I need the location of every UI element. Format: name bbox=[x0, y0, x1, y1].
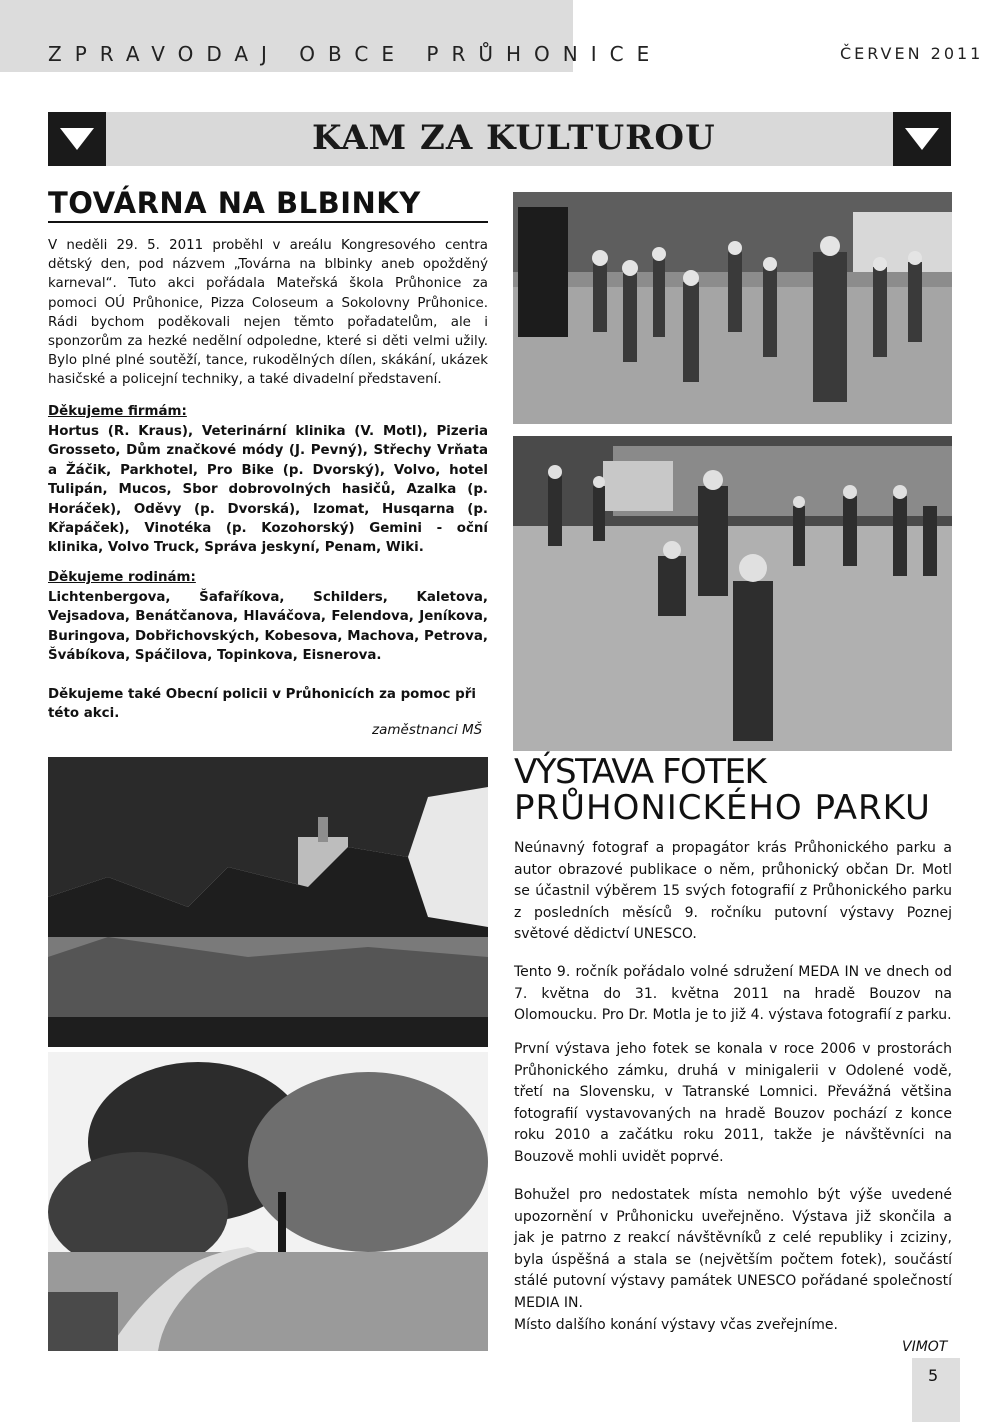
issue-date: ČERVEN 2011 bbox=[840, 44, 983, 63]
exhibition-closing-line: Místo dalšího konání výstavy včas zveřejníme. bbox=[514, 1316, 838, 1333]
exhibition-paragraph: Tento 9. ročník pořádalo volné sdružení MEDA IN ve dnech od 7. května do 31. května 2011 na hradě Bouzov na Olomoucku. Pro Dr. Motla je to již 4. výstava fotografií z parku. bbox=[514, 964, 952, 1024]
firms-heading: Děkujeme firmám: bbox=[48, 404, 187, 419]
exhibition-title-line1: VÝSTAVA FOTEK bbox=[514, 752, 766, 792]
article-signature: zaměstnanci MŠ bbox=[372, 722, 483, 738]
photo-park-castle bbox=[48, 757, 488, 1047]
exhibition-title-line2: PRŮHONICKÉHO PARKU bbox=[514, 788, 931, 828]
exhibition-paragraph: První výstava jeho fotek se konala v roce 2006 v prostorách Průhonického zámku, druhá v minigalerii v Odolené vodě, třetí na Slovensku, v Tatranské Lomnici. Převážná většina fotografií vystavovaných na hradě Bouzov pochází z konce roku 2010 a začátku roku 2011, takže je návštěvníci na Bouzově mohli uvidět poprvé. bbox=[514, 1041, 952, 1165]
right-arrow-box bbox=[893, 112, 951, 166]
newsletter-title: ZPRAVODAJ OBCE PRŮHONICE bbox=[48, 42, 663, 66]
firms-list: Hortus (R. Kraus), Veterinární klinika (V. Motl), Pizeria Grosseto, Dům značkové módy (J. Pevný), Střechy Vrňata a Žáčik, Parkhotel, Pro Bike (p. Dvorský), Volvo, hotel Tulipán, Mucos, Sbor dobrovolných hasičů, Azalka (p. Horáček), Oděvy (p. Dvorská), Izomat, Husqarna (p. Křapáček), Vinotéka (p. Kozohorský) Gemini - oční klinika, Volvo Truck, Správa jeskyní, Penam, Wiki. bbox=[48, 424, 488, 556]
photo-boy-on-lawn bbox=[513, 436, 952, 751]
article-intro: V neděli 29. 5. 2011 proběhl v areálu Kongresového centra dětský den, pod názvem „Továrna na blbinky aneb opožděný karneval“. Tuto akci pořádala Mateřská škola Průhonice za pomoci OÚ Průhonice, Pizza Coloseum a Sokolovny Průhonice. Rádi bychom poděkovali nejen těmto pořadatelům, ale i sponzorům za hezké nedělní odpoledne, které si děti velmi užily. Bylo plné plné soutěží, tance, rukodělných dílen, skákání, ukázek hasičské a policejní techniky, a také divadelní představení. bbox=[48, 238, 488, 388]
exhibition-signature: VIMOT bbox=[902, 1339, 948, 1355]
page-number: 5 bbox=[928, 1366, 939, 1385]
police-thanks: Děkujeme také Obecní policii v Průhonicích za pomoc při této akci. bbox=[48, 687, 476, 722]
article-title: TOVÁRNA NA BLBINKY bbox=[48, 186, 421, 220]
triangle-down-icon bbox=[60, 128, 94, 150]
triangle-down-icon bbox=[905, 128, 939, 150]
exhibition-paragraph-text: Bohužel pro nedostatek místa nemohlo být výše uvedené upozornění v Průhonicku uveřejněno. Výstava již skončila a jak je patrno z reakcí návštěvníků z celé republiky i zciziny, byla úspěšná a stala se (největším počtem fotek), součástí stálé putovní výstavy památek UNESCO pořádané společností MEDIA IN. bbox=[514, 1187, 952, 1311]
exhibition-paragraph bbox=[514, 1185, 952, 1336]
photo-children-dancing bbox=[513, 192, 952, 424]
families-list: Lichtenbergova, Šafaříkova, Schilders, Kaletova, Vejsadova, Benátčanova, Hlaváčova, Felendova, Jeníkova, Buringova, Dobřichovských, Kobesova, Machova, Petrova, Švábíkova, Spáčilova, Topinkova, Eisnerova. bbox=[48, 590, 488, 663]
exhibition-paragraph: Neúnavný fotograf a propagátor krás Průhonického parku a autor obrazové publikace o něm, průhonický občan Dr. Motl se účastnil výběrem 15 svých fotografií z Průhonického parku z posledních měsíců 9. ročníku putovní výstavy Poznej světové dědictví UNESCO. bbox=[514, 840, 952, 943]
photo-tree-path bbox=[48, 1052, 488, 1351]
families-heading: Děkujeme rodinám: bbox=[48, 570, 196, 585]
title-underline bbox=[48, 221, 488, 223]
left-arrow-box bbox=[48, 112, 106, 166]
section-title: KAM ZA KULTUROU bbox=[312, 118, 716, 158]
